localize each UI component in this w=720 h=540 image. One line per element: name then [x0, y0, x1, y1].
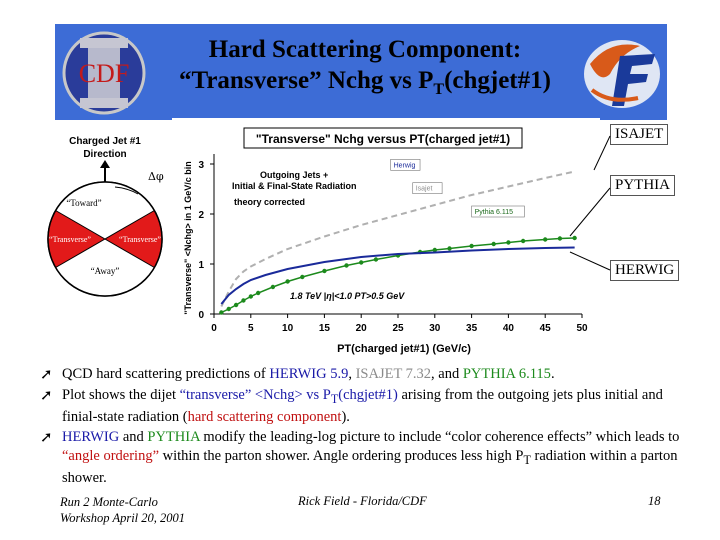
logo-cdf-text: CDF — [78, 59, 130, 88]
herwig-callout: HERWIG — [610, 260, 679, 281]
arrow-bullet-icon: ➚ — [40, 385, 53, 404]
footer-author: Rick Field - Florida/CDF — [298, 494, 427, 508]
series-pythia-6-115-label: Pythia 6.115 — [474, 209, 514, 216]
chart-title: "Transverse" Nchg versus PT(charged jet#1) — [255, 132, 511, 146]
transverse-left-label: “Transverse” — [49, 235, 91, 244]
diagram-heading-1: Charged Jet #1 — [69, 136, 141, 147]
series-herwig-label: Herwig — [393, 162, 416, 170]
x-tick-label: 25 — [392, 323, 404, 334]
toward-label: “Toward” — [66, 198, 102, 208]
x-tick-label: 10 — [282, 323, 294, 334]
isajet-callout: ISAJET — [610, 124, 668, 145]
x-tick-label: 15 — [318, 323, 330, 334]
page-number: 18 — [648, 494, 661, 508]
x-tick-label: 0 — [211, 323, 217, 334]
x-tick-label: 35 — [466, 323, 478, 334]
y-tick-label: 0 — [198, 310, 204, 321]
annotation-4: 1.8 TeV |η|<1.0 PT>0.5 GeV — [290, 291, 405, 301]
annotation-3: theory corrected — [234, 197, 306, 207]
away-label: “Away” — [90, 266, 120, 276]
arrow-bullet-icon: ➚ — [40, 365, 53, 383]
bullet-3: ➚ HERWIG and PYTHIA modify the leading-log picture to include “color coherence effects” which leads to “angle ordering” within the parton shower. Angle ordering produces less high $P_T$ radiation within a parton shower. — [40, 428, 680, 487]
footer-event — [60, 494, 185, 526]
x-tick-label: 45 — [539, 323, 551, 334]
series-isajet-label: Isajet — [415, 185, 433, 193]
y-tick-label: 2 — [198, 210, 204, 221]
y-tick-label: 3 — [198, 160, 204, 171]
x-tick-label: 50 — [576, 323, 588, 334]
footer-event-line-1: Run 2 Monte-Carlo — [60, 495, 158, 509]
bullet-1: ➚ QCD hard scattering predictions of HERWIG 5.9, ISAJET 7.32, and PYTHIA 6.115. — [40, 365, 555, 383]
y-axis-label: "Transverse" <Nchg> in 1 GeV/c bin — [183, 161, 193, 315]
footer-event-line-2: Workshop April 20, 2001 — [60, 511, 186, 525]
annotation-1: Outgoing Jets + — [260, 170, 329, 180]
transverse-right-label: “Transverse” — [119, 235, 161, 244]
bullet-2: ➚ Plot shows the dijet “transverse” <Nchg> vs $P_T(chgjet\#1)$ arising from the outgoing jets plus initial and finial-state radiation (hard scattering component). — [40, 385, 663, 425]
y-tick-label: 1 — [198, 260, 204, 271]
title-line-1: Hard Scattering Component: — [208, 36, 522, 63]
annotation-2: Initial & Final-State Radiation — [232, 181, 357, 191]
x-axis-label: PT(charged jet#1) (GeV/c) — [337, 343, 471, 355]
diagram-heading-2: Direction — [83, 149, 127, 160]
x-tick-label: 5 — [248, 323, 254, 334]
pythia-callout: PYTHIA — [610, 175, 675, 196]
delta-phi-label: Δφ — [148, 170, 164, 183]
x-tick-label: 20 — [355, 323, 367, 334]
bullet-list — [40, 365, 690, 490]
x-tick-label: 30 — [429, 323, 441, 334]
x-tick-label: 40 — [502, 323, 514, 334]
arrow-bullet-icon: ➚ — [40, 428, 53, 447]
title-line-2: “Transverse” Nchg vs $P_T(chgjet\#1)$ — [179, 67, 551, 98]
